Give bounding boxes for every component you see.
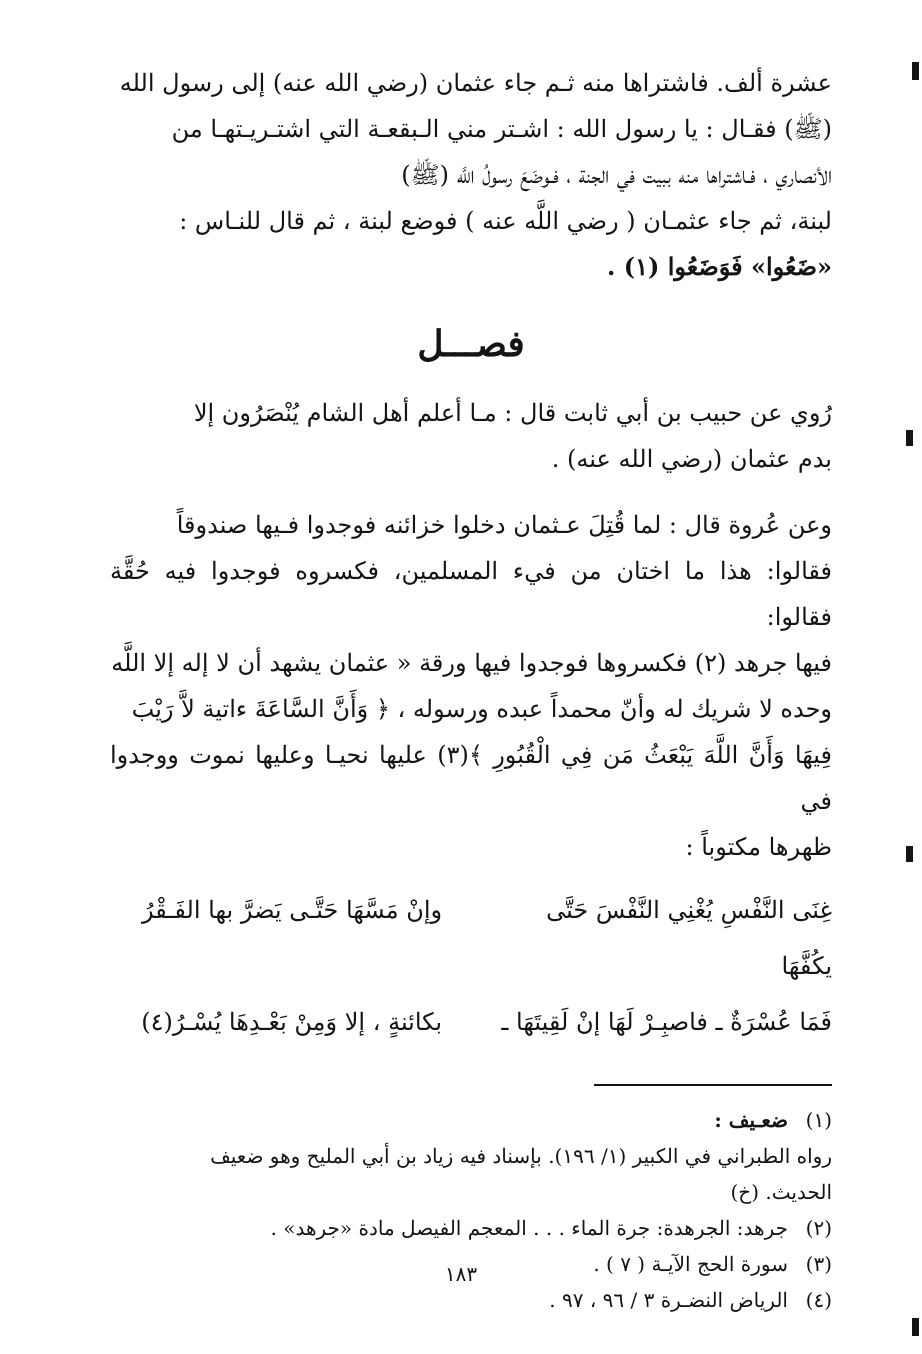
scan-edge-mark [906, 846, 913, 862]
text-line: فِيهَا وَأَنَّ اللَّهَ يَبْعَثُ مَن فِي الْقُبُورِ ﴾(٣) عليها نحيـا وعليها نموت ووجدوا في [110, 741, 832, 815]
page-number: ١٨٣ [444, 1262, 478, 1286]
poem-hemistich-second: وإنْ مَسَّهَا حَتَّـى يَضرَّ بها الفَـقْرُ [142, 896, 443, 924]
paragraph-3 [110, 502, 832, 870]
poem-hemistich-first: فَمَا عُسْرَةٌ ـ فاصبِـرْ لَهَا إنْ لَقِيتَهَا ـ [501, 1008, 832, 1036]
footnote-number: (٢) [805, 1216, 832, 1240]
text-line: فيها جرهد (٢) فكسروها فوجدوا فيها ورقة « عثمان يشهد أن لا إله إلا اللَّه [111, 649, 832, 677]
scan-edge-mark [912, 1318, 919, 1336]
text-line: لبنة، ثم جاء عثمـان ( رضي اللَّه عنه ) فوضع لبنة ، ثم قال للنـاس : [179, 207, 832, 235]
footnote-item [110, 1174, 832, 1210]
text-line: فقالوا: هذا ما اختان من فيء المسلمين، فكسروه فوجدوا فيه حُقَّة فقالوا: [110, 557, 832, 631]
poem [110, 882, 832, 1050]
footnote-text: رواه الطبراني في الكبير (١/ ١٩٦). بإسناد فيه زياد بن أبي المليح وهو ضعيف [210, 1144, 832, 1168]
text-line: «ضَعُوا» فَوَضَعُوا (١) . [607, 252, 832, 281]
text-line: (ﷺ) فقـال : يا رسول الله : اشـتر مني الـبقعـة التي اشتـريـتهـا من [171, 115, 832, 143]
text-line: وعن عُروة قال : لما قُتِلَ عـثمان دخلوا خزائنه فوجدوا فـيها صندوقاً [176, 511, 832, 539]
poem-hemistich-first: غِنَى النَّفْسِ يُغْنِي النَّفْسَ حَتَّى يكُفَّهَا [546, 896, 832, 980]
text-line: رُوي عن حبيب بن أبي ثابت قال : مـا أعلم أهل الشام يُنْصَرُون إلا [193, 399, 832, 427]
footnote-text: سورة الحج الآيـة ( ٧ ) . [593, 1252, 788, 1276]
text-line: ظهرها مكتوباً : [685, 833, 832, 861]
footnote-item [110, 1282, 832, 1318]
footnote-number: (٣) [805, 1252, 832, 1276]
footnote-text: جرهد: الجرهدة: جرة الماء . . . المعجم الفيصل مادة «جرهد» . [270, 1216, 788, 1240]
poem-hemistich-second: بكائنةٍ ، إلا وَمِنْ بَعْـدِهَا يُسْـرُ(٤) [141, 1008, 443, 1036]
footnote-text: ضعـيف : [714, 1108, 788, 1132]
footnote-separator [594, 1084, 832, 1086]
section-title: فصـــل [417, 323, 525, 365]
poem-verse [110, 882, 832, 994]
scan-edge-mark [912, 62, 919, 80]
text-line: وحده لا شريك له وأنّ محمداً عبده ورسوله ، ﴿ وَأَنَّ السَّاعَةَ ءاتية لاَّ رَيْبَ [131, 695, 832, 723]
footnote-number: (١) [805, 1108, 832, 1132]
paragraph-1 [110, 60, 832, 290]
scan-edge-mark [906, 430, 913, 446]
footnote-text: الرياض النضـرة ٣ / ٩٦ ، ٩٧ . [549, 1288, 788, 1312]
footnote-item [110, 1102, 832, 1138]
page-body [110, 60, 832, 1318]
poem-verse [110, 994, 832, 1050]
footnote-number: (٤) [805, 1288, 832, 1312]
text-line: عشرة ألف. فاشتراها منه ثـم جاء عثمان (رضي الله عنه) إلى رسول الله [119, 69, 832, 97]
footnote-item [110, 1210, 832, 1246]
paragraph-2 [110, 390, 832, 482]
footnote-text: الحديث. (خ) [730, 1180, 832, 1204]
footnote-item [110, 1138, 832, 1174]
text-line: بدم عثمان (رضي الله عنه) . [551, 445, 832, 473]
text-line: الأنصاري ، فـاشتراها منه ببيت في الجنة ، فـوضَعَ رسولُ اللَّه (ﷺ) [401, 161, 832, 189]
